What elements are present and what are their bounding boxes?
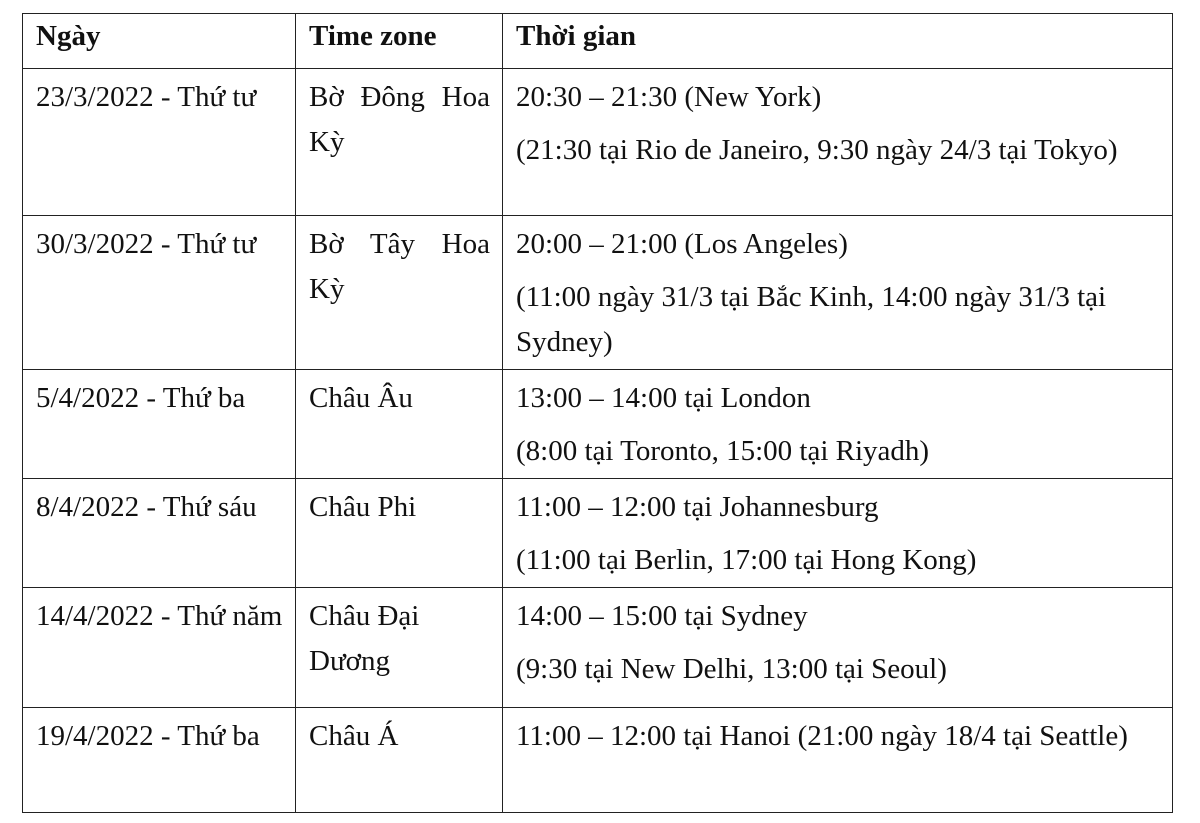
date-cell: 8/4/2022 - Thứ sáu [23,479,296,588]
table-row [23,708,1173,813]
time-cell [503,216,1173,370]
date-cell: 19/4/2022 - Thứ ba [23,708,296,813]
header-date: Ngày [23,14,296,69]
date-cell: 30/3/2022 - Thứ tư [23,216,296,370]
time-note: (8:00 tại Toronto, 15:00 tại Riyadh) [516,435,930,467]
header-timezone: Time zone [296,14,503,69]
schedule-table [22,13,1173,813]
time-main: 13:00 – 14:00 tại London [516,382,811,414]
time-note: (9:30 tại New Delhi, 13:00 tại Seoul) [516,653,947,685]
table-row [23,588,1173,708]
time-note: (11:00 ngày 31/3 tại Bắc Kinh, 14:00 ngày 31/3 tại Sydney) [516,281,1107,358]
table-row [23,370,1173,479]
date-cell: 14/4/2022 - Thứ năm [23,588,296,708]
timezone-cell: Bờ Tây Hoa Kỳ [296,216,503,370]
time-main: 11:00 – 12:00 tại Johannesburg [516,491,879,523]
timezone-cell: Châu Á [296,708,503,813]
date-cell: 23/3/2022 - Thứ tư [23,69,296,216]
time-note: (11:00 tại Berlin, 17:00 tại Hong Kong) [516,544,977,576]
time-cell [503,370,1173,479]
time-main: 20:00 – 21:00 (Los Angeles) [516,228,848,260]
time-main: 11:00 – 12:00 tại Hanoi (21:00 ngày 18/4 tại Seattle) [516,720,1128,752]
time-note: (21:30 tại Rio de Janeiro, 9:30 ngày 24/3 tại Tokyo) [516,134,1118,166]
table-row [23,69,1173,216]
time-main: 20:30 – 21:30 (New York) [516,81,822,113]
time-cell [503,588,1173,708]
table-row [23,479,1173,588]
date-cell: 5/4/2022 - Thứ ba [23,370,296,479]
time-cell [503,479,1173,588]
time-cell [503,69,1173,216]
header-time: Thời gian [503,14,1173,69]
table-header [23,14,1173,69]
time-cell [503,708,1173,813]
table-body [23,69,1173,813]
timezone-cell: Bờ Đông Hoa Kỳ [296,69,503,216]
table-row [23,216,1173,370]
timezone-cell: Châu Đại Dương [296,588,503,708]
time-main: 14:00 – 15:00 tại Sydney [516,600,808,632]
timezone-cell: Châu Âu [296,370,503,479]
header-row [23,14,1173,69]
timezone-cell: Châu Phi [296,479,503,588]
